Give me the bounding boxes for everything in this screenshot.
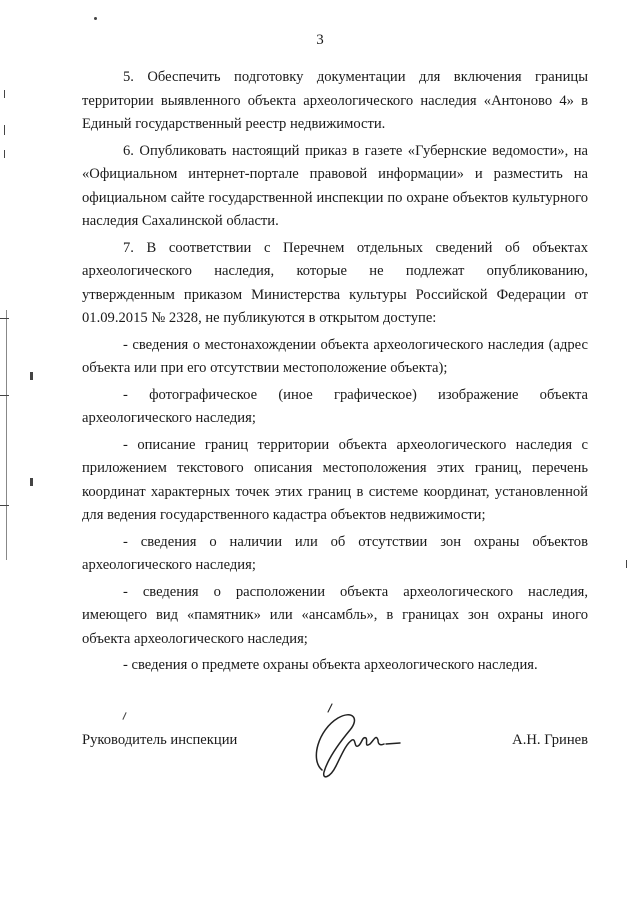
list-item-photo: - фотографическое (иное графическое) изображение объекта археологического наследия; — [82, 386, 588, 426]
scan-margin-mark — [6, 310, 7, 560]
scan-dot — [94, 17, 97, 20]
scan-margin-mark — [0, 395, 9, 396]
scan-margin-mark — [4, 125, 5, 135]
paragraph-5: 5. Обеспечить подготовку документации для включения границы территории выявленного объекта археологического наследия «Антоново 4» в Единый государственный реестр недвижимости. — [82, 69, 588, 132]
list-item-location: - сведения о местонахождении объекта археологического наследия (адрес объекта или при его отсутствии местоположение объекта); — [82, 336, 588, 376]
scan-margin-mark — [30, 372, 33, 380]
scan-margin-mark — [626, 560, 627, 568]
scan-margin-mark — [4, 150, 5, 158]
page-number: 3 — [316, 32, 324, 48]
scan-margin-mark — [0, 505, 9, 506]
scan-margin-mark — [4, 90, 5, 98]
handwritten-signature — [300, 700, 410, 785]
scan-margin-mark — [30, 478, 33, 486]
paragraph-7: 7. В соответствии с Перечнем отдельных сведений об объектах археологического наследия, которые не подлежат опубликованию, утвержденным приказом Министерства культуры Российской Федерации от 01.09.2015 № 2328, не публикуются в открытом доступе: — [82, 239, 588, 326]
signatory-name: А.Н. Гринев — [512, 732, 588, 748]
signatory-role: Руководитель инспекции — [82, 732, 238, 748]
list-item-borders: - описание границ территории объекта археологического наследия с приложением текстового описания местоположения этих границ, перечень координат характерных точек этих границ в системе координат, установленной для ведения государственного кадастра объектов недвижимости; — [82, 436, 588, 523]
list-item-placement: - сведения о расположении объекта археологического наследия, имеющего вид «памятник» или «ансамбль», в границах зон охраны иного объекта археологического наследия; — [82, 583, 588, 647]
paragraph-6: 6. Опубликовать настоящий приказ в газете «Губернские ведомости», на «Официальном интернет-портале правовой информации» и разместить на официальном сайте государственной инспекции по охране объектов культурного наследия Сахалинской области. — [82, 142, 588, 229]
scan-margin-mark — [122, 712, 126, 720]
document-body — [82, 66, 588, 681]
scan-margin-mark — [0, 318, 9, 319]
list-item-protection-subject: - сведения о предмете охраны объекта археологического наследия. — [123, 657, 538, 673]
list-item-protection-zones: - сведения о наличии или об отсутствии зон охраны объектов археологического наследия; — [82, 533, 588, 573]
